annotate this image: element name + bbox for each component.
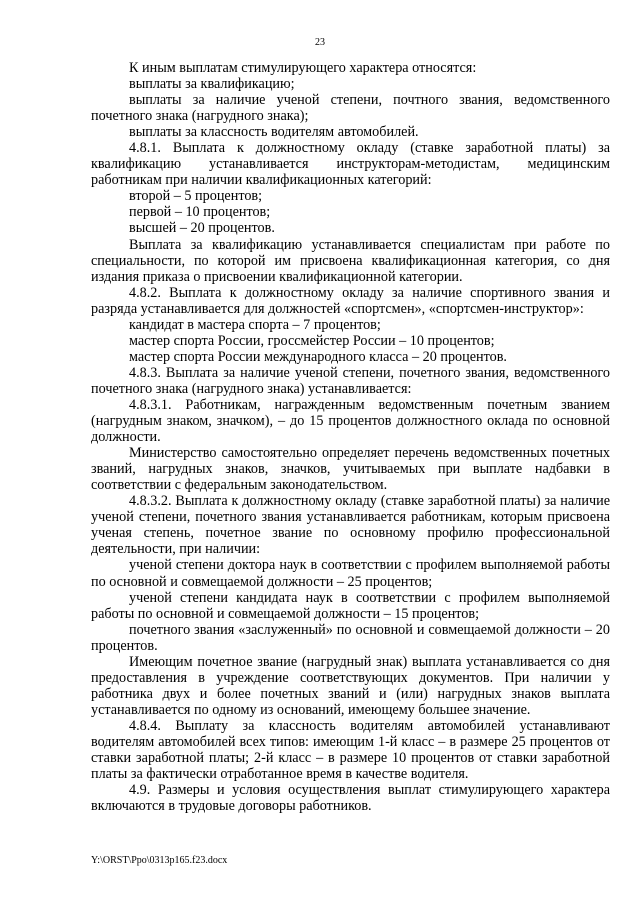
paragraph: Министерство самостоятельно определяет перечень ведомственных почетных званий, нагрудных знаков, значков, учитываемых при выплате надбавки в соответствии с федеральным законодательством.	[91, 445, 610, 494]
paragraph: К иным выплатам стимулирующего характера относятся:	[129, 60, 477, 76]
paragraph: 4.9. Размеры и условия осуществления выплат стимулирующего характера включаются в трудовые договоры работников.	[91, 782, 610, 815]
paragraph: мастер спорта России, гроссмейстер России – 10 процентов;	[129, 332, 495, 349]
paragraph: кандидат в мастера спорта – 7 процентов;	[129, 316, 381, 333]
paragraph: выплаты за наличие ученой степени, почтного звания, ведомственного почетного знака (нагрудного знака);	[91, 92, 610, 125]
paragraph: 4.8.3.2. Выплата к должностному окладу (ставке заработной платы) за наличие ученой степени, почетного звания устанавливается работникам, которым присвоена ученая степень, почетное звание по основному профилю профессиональной деятельности, при наличии:	[91, 493, 610, 558]
paragraph: первой – 10 процентов;	[129, 204, 271, 221]
document-body	[91, 60, 610, 814]
paragraph: ученой степени кандидата наук в соответствии с профилем выполняемой работы по основной и совмещаемой должности – 15 процентов;	[91, 589, 610, 622]
paragraph: Выплата за квалификацию устанавливается специалистам при работе по специальности, по которой им присвоена квалификационная категория, со дня издания приказа о присвоении квалификационной категории.	[91, 236, 610, 285]
page-number: 23	[315, 37, 325, 48]
paragraph: выплаты за классность водителям автомобилей.	[129, 124, 419, 141]
paragraph: второй – 5 процентов;	[129, 188, 263, 205]
paragraph: 4.8.3. Выплата за наличие ученой степени, почетного звания, ведомственного почетного знака (нагрудного знака) устанавливается:	[91, 364, 610, 397]
paragraph: 4.8.1. Выплата к должностному окладу (ставке заработной платы) за квалификацию устанавливается инструкторам-методистам, медицинским работникам при наличии квалификационных категорий:	[91, 140, 610, 189]
paragraph: ученой степени доктора наук в соответствии с профилем выполняемой работы по основной и совмещаемой должности – 25 процентов;	[91, 557, 610, 590]
paragraph: 4.8.4. Выплату за классность водителям автомобилей устанавливают водителям автомобилей всех типов: имеющим 1-й класс – в размере 25 процентов от ставки заработной платы; 2-й класс – в размере 10 процентов от ставки заработной платы за фактически отработанное время в качестве водителя.	[91, 717, 610, 783]
paragraph: 4.8.2. Выплата к должностному окладу за наличие спортивного звания и разряда устанавливается для должностей «спортсмен», «спортсмен-инструктор»:	[91, 284, 610, 317]
paragraph: почетного звания «заслуженный» по основной и совмещаемой должности – 20 процентов.	[91, 621, 610, 654]
file-path-footer: Y:\ORST\Ppo\0313p165.f23.docx	[91, 855, 228, 866]
paragraph: мастер спорта России международного класса – 20 процентов.	[129, 348, 507, 365]
paragraph: Имеющим почетное звание (нагрудный знак) выплата устанавливается со дня предоставления в учреждение соответствующих документов. При наличии у работника двух и более почетных званий и (или) нагрудных знаков выплата устанавливается по одному из оснований, имеющему большее значение.	[91, 653, 610, 718]
paragraph: 4.8.3.1. Работникам, награжденным ведомственным почетным званием (нагрудным знаком, значком), – до 15 процентов должностного оклада по основной должности.	[91, 396, 610, 446]
paragraph: высшей – 20 процентов.	[129, 220, 275, 237]
paragraph: выплаты за квалификацию;	[129, 76, 295, 93]
